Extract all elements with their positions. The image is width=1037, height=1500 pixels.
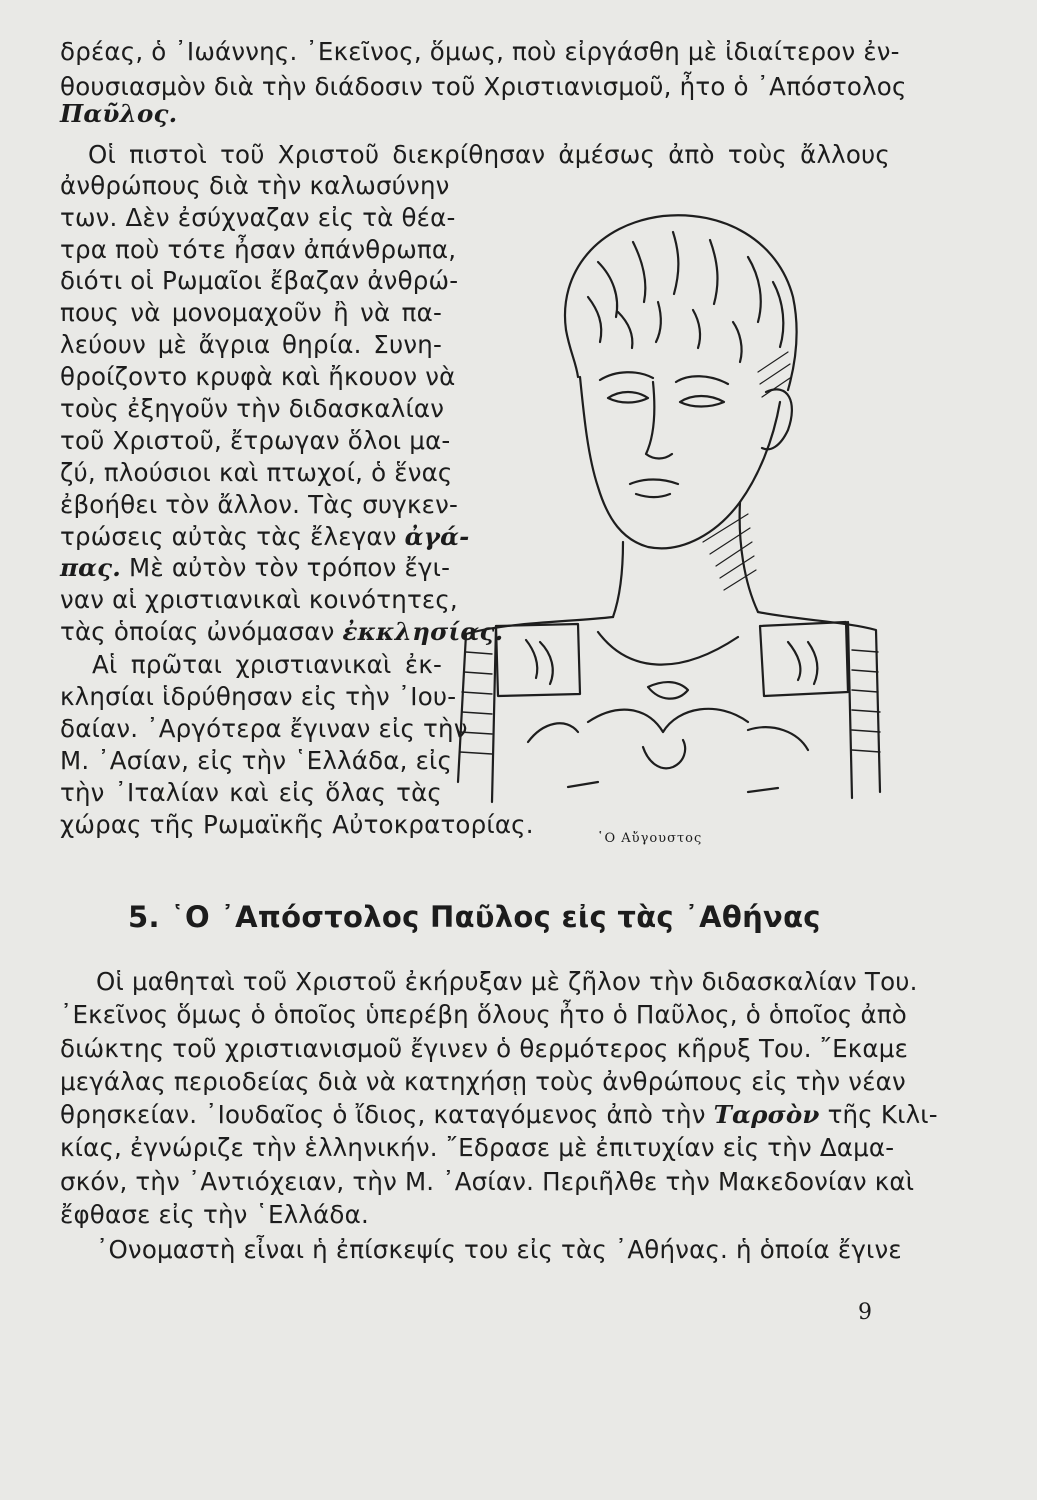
text-line: χώρας τῆς Ρωμαϊκῆς Αὐτοκρατορίας. [60, 810, 534, 839]
emphasis-agapes: ἀγά- [404, 522, 470, 551]
augustus-bust-icon [448, 202, 888, 812]
text-span: Μὲ αὐτὸν τὸν τρόπον ἔγι- [129, 553, 451, 582]
text-line [60, 522, 470, 551]
emphasis-paulos: Παῦλος. [60, 99, 178, 128]
text-line: σκόν, τὴν ᾽Αντιόχειαν, τὴν Μ. ᾽Ασίαν. Περιῆλθε τὴν Μακεδονίαν καὶ [60, 1167, 915, 1196]
text-line: κλησίαι ἱδρύθησαν εἰς τὴν ᾽Ιου- [60, 682, 457, 711]
text-line: τοὺς ἐξηγοῦν τὴν διδασκαλίαν [60, 394, 445, 423]
augustus-bust-drawing [448, 202, 888, 812]
text-span: τρώσεις αὐτὰς τὰς ἔλεγαν [60, 522, 397, 551]
text-line: Οἱ πιστοὶ τοῦ Χριστοῦ διεκρίθησαν ἀμέσως ἀπὸ τοὺς ἄλλους [88, 140, 890, 169]
text-line: ζύ, πλούσιοι καὶ πτωχοί, ὁ ἕνας [60, 458, 453, 487]
text-line: διώκτης τοῦ χριστιανισμοῦ ἔγινεν ὁ θερμότερος κῆρυξ Του. ῎Εκαμε [60, 1034, 909, 1063]
text-line: των. Δὲν ἐσύχναζαν εἰς τὰ θέα- [60, 203, 456, 232]
emphasis-agapes-end: πας. [60, 553, 122, 582]
text-line: Οἱ μαθηταὶ τοῦ Χριστοῦ ἐκήρυξαν μὲ ζῆλον τὴν διδασκαλίαν Του. [96, 967, 918, 996]
emphasis-ekklesias: ἐκκλησίας. [342, 617, 504, 646]
text-line: ᾽Ονομαστὴ εἶναι ἡ ἐπίσκεψίς του εἰς τὰς ᾽Αθήνας. ἡ ὁποία ἔγινε [96, 1235, 902, 1264]
text-line: κίας, ἐγνώριζε τὴν ἑλληνικήν. ῎Εδρασε μὲ ἐπιτυχίαν εἰς τὴν Δαμα- [60, 1133, 895, 1162]
text-line: δαίαν. ᾽Αργότερα ἔγιναν εἰς τὴν [60, 714, 468, 743]
text-line: διότι οἱ Ρωμαῖοι ἔβαζαν ἀνθρώ- [60, 266, 459, 295]
emphasis-tarsos: Ταρσὸν [713, 1100, 820, 1129]
page-number: 9 [858, 1300, 872, 1325]
text-span: τῆς Κιλι- [827, 1100, 938, 1129]
section-heading: 5. ῾Ο ᾽Απόστολος Παῦλος εἰς τὰς ᾽Αθήνας [128, 900, 821, 934]
text-line [60, 1100, 938, 1129]
text-line: τρα ποὺ τότε ἦσαν ἀπάνθρωπα, [60, 235, 457, 264]
text-span: θρησκείαν. ᾽Ιουδαῖος ὁ ἴδιος, καταγόμενος ἀπὸ τὴν [60, 1100, 706, 1129]
text-line: θουσιασμὸν διὰ τὴν διάδοσιν τοῦ Χριστιανισμοῦ, ἦτο ὁ ᾽Απόστολος [60, 72, 907, 101]
text-line: μεγάλας περιοδείας διὰ νὰ κατηχήσῃ τοὺς ἀνθρώπους εἰς τὴν νέαν [60, 1067, 906, 1096]
text-span: τὰς ὁποίας ὠνόμασαν [60, 617, 335, 646]
text-line: τοῦ Χριστοῦ, ἔτρωγαν ὅλοι μα- [60, 426, 451, 455]
text-line: Αἱ πρῶται χριστιανικαὶ ἐκ- [92, 650, 442, 679]
text-line: ναν αἱ χριστιανικαὶ κοινότητες, [60, 585, 458, 614]
text-line: πους νὰ μονομαχοῦν ἢ νὰ πα- [60, 298, 442, 327]
text-line: ἀνθρώπους διὰ τὴν καλωσύνην [60, 171, 450, 200]
text-line: Μ. ᾽Ασίαν, εἰς τὴν ῾Ελλάδα, εἰς [60, 746, 453, 775]
text-line: δρέας, ὁ ᾽Ιωάννης. ᾽Εκεῖνος, ὅμως, ποὺ εἰργάσθη μὲ ἰδιαίτερον ἐν- [60, 37, 900, 66]
text-line [60, 617, 504, 646]
text-line: ἐβοήθει τὸν ἄλλον. Τὰς συγκεν- [60, 490, 459, 519]
text-line [60, 553, 451, 582]
text-line: θροίζοντο κρυφὰ καὶ ἤκουον νὰ [60, 362, 456, 391]
text-line: τὴν ᾽Ιταλίαν καὶ εἰς ὅλας τὰς [60, 778, 442, 807]
text-line: ἔφθασε εἰς τὴν ῾Ελλάδα. [60, 1200, 369, 1229]
text-line: λεύουν μὲ ἄγρια θηρία. Συνη- [60, 330, 442, 359]
text-line: ᾽Εκεῖνος ὅμως ὁ ὁποῖος ὑπερέβη ὅλους ἦτο ὁ Παῦλος, ὁ ὁποῖος ἀπὸ [60, 1000, 907, 1029]
figure-caption: ῾Ο Αὔγουστος [597, 831, 703, 846]
text-line [60, 99, 178, 128]
